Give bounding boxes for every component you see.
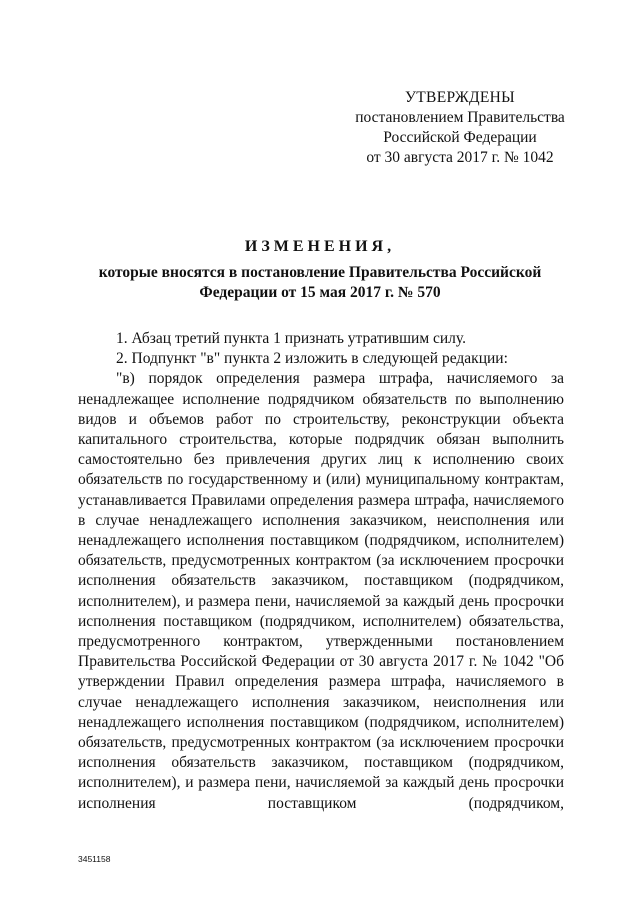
document-title: ИЗМЕНЕНИЯ, <box>244 238 396 255</box>
approval-heading: УТВЕРЖДЕНЫ <box>405 89 515 106</box>
approval-line-3: от 30 августа 2017 г. № 1042 <box>366 149 554 166</box>
document-body <box>78 329 564 814</box>
document-subtitle: которые вносятся в постановление Правительства Российской Федерации от 15 мая 2017 г. № 570 <box>98 264 542 301</box>
paragraph-2: 2. Подпункт "в" пункта 2 изложить в следующей редакции: <box>116 350 508 368</box>
approval-line-2: Российской Федерации <box>383 129 537 146</box>
paragraph-1: 1. Абзац третий пункта 1 признать утратившим силу. <box>116 330 466 347</box>
document-code: 3451158 <box>78 854 111 864</box>
approval-stamp <box>350 88 570 168</box>
approval-line-1: постановлением Правительства <box>355 109 565 126</box>
quoted-amendment: "в) порядок определения размера штрафа, начисляемого за ненадлежащее исполнение подрядчиком обязательств по выполнению видов и объемов работ по строительству, реконструкции объекта капитального строительства, которые подрядчик обязан выполнить самостоятельно без привлечения других лиц к исполнению своих обязательств по государственному и (или) муниципальному контрактам, устанавливается Правилами определения размера штрафа, начисляемого в случае ненадлежащего исполнения заказчиком, неисполнения или ненадлежащего исполнения поставщиком (подрядчиком, исполнителем) обязательств, предусмотренных контрактом (за исключением просрочки исполнения обязательств заказчиком, поставщиком (подрядчиком, исполнителем), и размера пени, начисляемой за каждый день просрочки исполнения поставщиком (подрядчиком, исполнителем) обязательства, предусмотренного контрактом, утвержденными постановлением Правительства Российской Федерации от 30 августа 2017 г. № 1042 "Об утверждении Правил определения размера штрафа, начисляемого в случае ненадлежащего исполнения заказчиком, неисполнения или ненадлежащего исполнения поставщиком (подрядчиком, исполнителем) обязательств, предусмотренных контрактом (за исключением просрочки исполнения обязательств заказчиком, поставщиком (подрядчиком, исполнителем), и размера пени, начисляемой за каждый день просрочки исполнения поставщиком (подрядчиком, <box>78 370 564 812</box>
